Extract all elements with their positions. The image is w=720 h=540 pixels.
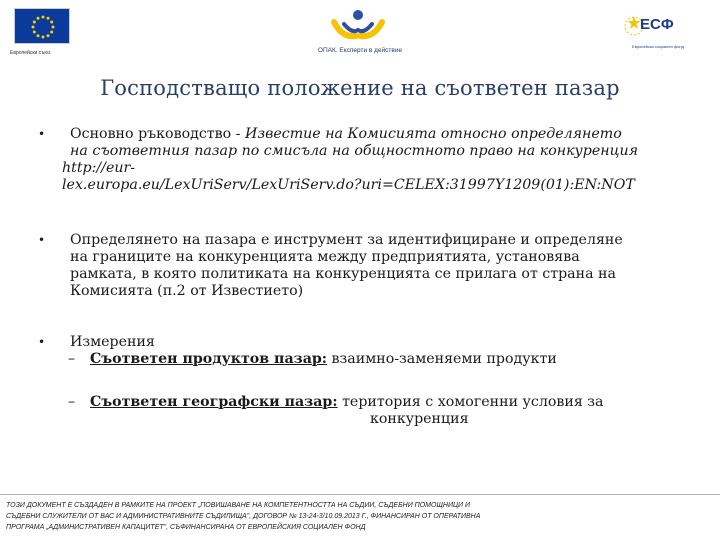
definition-line4: Комисията (п.2 от Известието) <box>70 283 304 299</box>
eu-flag-logo <box>14 8 72 48</box>
product-market-text: взаимно-заменяеми продукти <box>327 351 557 367</box>
notice-title: Известие на Комисията относно определянето <box>245 126 622 142</box>
bullet-dot: • <box>38 335 46 349</box>
geographic-market-term: Съответен географски пазар: <box>90 394 338 410</box>
dimensions-label: Измерения <box>70 334 155 350</box>
bullet-line <box>70 126 678 143</box>
notice-url-line2[interactable]: lex.europa.eu/LexUriServ/LexUriServ.do?uri=CELEX:31997Y1209(01):EN:NOT <box>62 177 635 193</box>
bullet-text: Основно ръководство - <box>70 126 245 142</box>
dash-marker: – <box>68 351 76 367</box>
opak-caption: ОПАК. Експерти в действие <box>317 47 403 54</box>
dash-marker: – <box>68 394 76 410</box>
definition-line1: Определянето на пазара е инструмент за идентифициране и определяне <box>70 232 623 248</box>
footer-line2: СЪДЕБНИ СЛУЖИТЕЛИ ОТ ВАС И АДМИНИСТРАТИВНИТЕ СЪДИЛИЩА", ДОГОВОР № 13-24-3/10.09.2013 Г., ФИНАНСИРАН ОТ ОПЕРАТИВНА <box>6 513 481 520</box>
eu-flag-icon <box>14 8 70 44</box>
notice-title-cont: на съответния пазар по смисъла на общностното право на конкуренция <box>70 143 639 159</box>
opak-logo <box>318 8 398 66</box>
definition-line2: на границите на конкуренцията между предприятията, установява <box>70 249 580 265</box>
bullet-item-definition <box>38 232 678 300</box>
sub-item-product-market <box>38 351 678 368</box>
notice-url-line1[interactable]: http://eur- <box>62 160 136 176</box>
footer-line3: ПРОГРАМА „АДМИНИСТРАТИВЕН КАПАЦИТЕТ", СЪФИНАНСИРАНА ОТ ЕВРОПЕЙСКИЯ СОЦИАЛЕН ФОНД <box>6 524 366 531</box>
product-market-term: Съответен продуктов пазар: <box>90 351 328 367</box>
bullet-item-guidance <box>38 126 678 194</box>
eu-caption: Европейски съюз <box>10 50 51 56</box>
footer-disclaimer <box>6 500 716 533</box>
bullet-dot: • <box>38 233 46 247</box>
geographic-market-text: територия с хомогенни условия за <box>337 394 604 410</box>
footer-divider <box>0 494 720 495</box>
geographic-market-text-cont: конкуренция <box>370 411 469 427</box>
opak-logo-icon <box>318 8 398 48</box>
footer-line1: ТОЗИ ДОКУМЕНТ Е СЪЗДАДЕН В РАМКИТЕ НА ПРОЕКТ „ПОВИШАВАНЕ НА КОМПЕТЕНТНОСТТА НА СЪДИИ, СЪДЕБНИ ПОМОЩНИЦИ И <box>6 502 471 509</box>
sub-item-geographic-market <box>38 394 678 411</box>
slide-content <box>38 126 678 428</box>
esf-label: ЕСФ <box>640 16 674 33</box>
bullet-dot: • <box>38 127 46 141</box>
slide-title: Господстващо положение на съответен пазар <box>100 76 620 100</box>
bullet-item-dimensions <box>38 334 678 351</box>
esf-caption: Европейски социален фонд <box>632 44 684 49</box>
definition-line3: рамката, в която политиката на конкуренцията се прилага от страна на <box>70 266 616 282</box>
